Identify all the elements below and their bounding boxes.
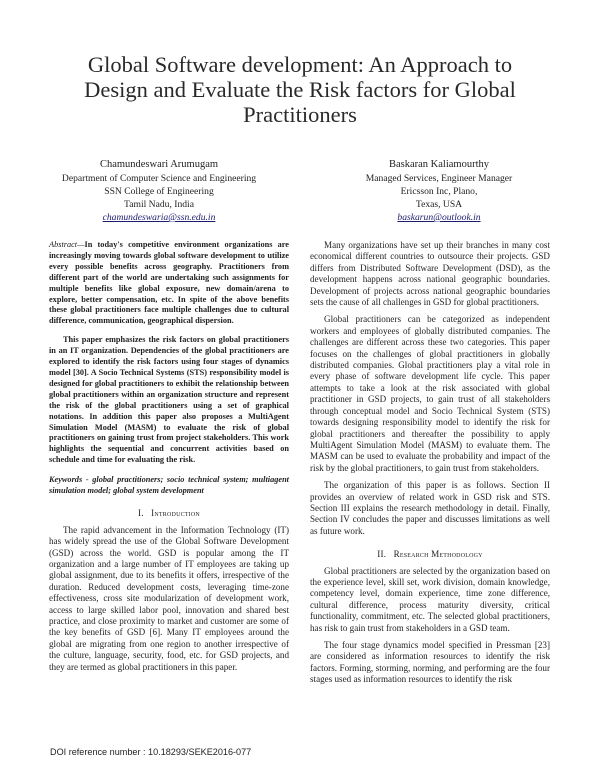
author-block-2 <box>319 158 559 224</box>
author-affiliation-line: Department of Computer Science and Engineering <box>61 173 257 184</box>
author-email-link[interactable]: baskarun@outlook.in <box>397 212 481 223</box>
author-name: Chamundeswari Arumugam <box>99 159 219 170</box>
body-paragraph: The organization of this paper is as follows. Section II provides an overview of related work in GSD risk and STS. Section III explains the research methodology in detail. Finally, Section IV concludes the paper and discusses limitations as well as future work. <box>310 480 550 536</box>
abstract-text: In today's competitive environment organizations are increasingly moving towards global software development to utilize every possible benefits across geography. Practitioners from different part of the world are undertaking such assignments for multiple benefits like global exposure, new domain/arena to explore, better compensation, etc. In spite of the above benefits these global practitioners face multiple challenges due to cultural difference, communication, geographical dispersion. <box>49 240 289 326</box>
section-number: I. <box>138 508 144 519</box>
author-affiliation-line: Ericsson Inc, Plano, <box>400 186 478 197</box>
author-name: Baskaran Kaliamourthy <box>388 159 489 170</box>
section-title: Introduction <box>151 508 200 519</box>
keywords: Keywords - global practitioners; socio technical system; multiagent simulation model; global system development <box>49 475 289 495</box>
body-paragraph: Global practitioners are selected by the organization based on the experience level, skill set, work division, domain knowledge, competency level, domain experience, time zone difference, cultural difference, process maturity diversity, critical functionality, commitment, etc. The selected global practitioners, has risk to gain trust from stakeholders in a GSD team. <box>310 565 550 633</box>
body-paragraph: The four stage dynamics model specified in Pressman [23] are considered as information resources to identify the risk factors. Forming, storming, norming, and performing are the four stages used as information resources to identify the risk <box>310 640 550 685</box>
paper-title <box>40 52 560 127</box>
author-affiliation-line: Texas, USA <box>415 199 463 210</box>
section-title: Research Methodology <box>393 549 483 560</box>
author-affiliation-line: Tamil Nadu, India <box>124 199 194 210</box>
body-paragraph: The rapid advancement in the Information Technology (IT) has widely spread the use of the Global Software Development (GSD) across the world. GSD is popular among the IT organization and a large number of IT employees are taking up global assignment, due to its benefits it offers, irrespective of the duration. Reduced development costs, leveraging time-zone effectiveness, cross site modularization of development work, access to large skilled labor pool, innovation and shared best practice, and close proximity to market and customer are some of the key benefits of GSD [6]. Many IT employees around the global are migrating from one region to another irrespective of the culture, language, security, food, etc. for GSD projects, and they are termed as global practitioners in this paper. <box>49 524 289 672</box>
author-block-1 <box>39 158 279 224</box>
author-affiliation-line: Managed Services, Engineer Manager <box>365 173 513 184</box>
left-column <box>49 240 289 678</box>
title-line: Global Software development: An Approach to <box>87 52 513 77</box>
section-heading-introduction <box>49 508 289 519</box>
title-line: Design and Evaluate the Risk factors for Global <box>84 77 516 102</box>
author-affiliation-line: SSN College of Engineering <box>104 186 214 197</box>
title-line: Practitioners <box>243 102 357 127</box>
body-paragraph: Global practitioners can be categorized as independent workers and employees of globally distributed companies. The challenges are different across these two categories. This paper focuses on the challenges of global practitioners in globally distributed companies. Global practitioners play a vital role in every phase of software development life cycle. This paper attempts to take a look at the risk associated with global practitioner in GSD projects, to gain trust of all stakeholders through conceptual model and Socio Technical System (STS) towards designing responsibility model to identify the risk for global practitioners and thereafter the possibility to apply MultiAgent Simulation Model (MASM) to evaluate them. The MASM can be used to evaluate the probability and impact of the risk by the global practitioners, to gain trust from stakeholders. <box>310 314 550 473</box>
abstract-paragraph-2: This paper emphasizes the risk factors on global practitioners in an IT organization. Dependencies of the global practitioners are explored to identify the risk factors using four stages of dynamics model [30]. A Socio Technical Systems (STS) responsibility model is designed for global practitioners to exhibit the relationship between global practitioners within an organization structure and represent the risk of the global practitioners using a set of graphical notations. In addition this paper also proposes a MultiAgent Simulation Model (MASM) to evaluate the risk of global practitioners on gaining trust from project stakeholders. This work highlights the sequential and concurrent activities based on schedule and time for evaluating the risk. <box>49 335 289 465</box>
abstract-paragraph <box>49 240 289 327</box>
abstract-lead: Abstract— <box>49 240 85 249</box>
author-email-link[interactable]: chamundeswaria@ssn.edu.in <box>102 212 216 223</box>
section-heading-research-methodology <box>310 549 550 560</box>
body-paragraph: Many organizations have set up their branches in many cost economical different countries to outsource their projects. GSD differs from Distributed Software Development (DSD), as the development happens across national geographic boundaries. Development of projects across national geographic boundaries sets the cause of all challenges in GSD for global practitioners. <box>310 240 550 308</box>
doi-reference: DOI reference number : 10.18293/SEKE2016-077 <box>50 747 252 757</box>
right-column <box>310 240 550 692</box>
section-number: II. <box>377 549 387 560</box>
